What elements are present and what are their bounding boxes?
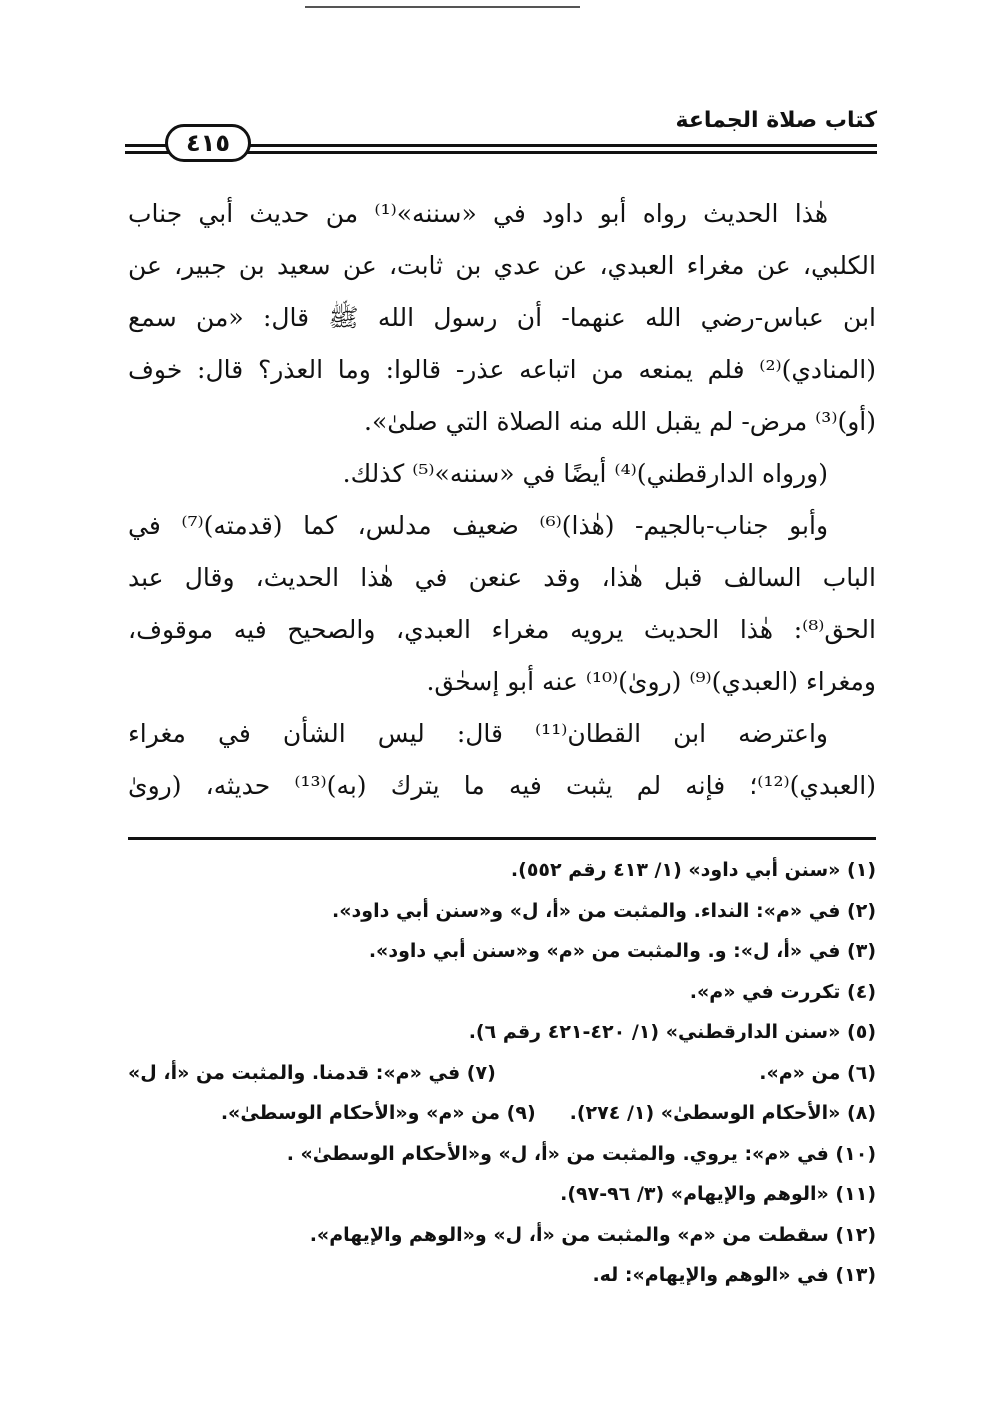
text-line: (العبدي)⁽¹²⁾؛ فإنه لم يثبت فيه ما يترك (به)⁽¹³⁾ حديثه، (روىٰ	[128, 771, 876, 800]
footnote-5: (٥) «سنن الدارقطني» (١/ ٤٢٠-٤٢١ رقم ٦).	[468, 1021, 876, 1043]
text-line: الباب السالف قبل هٰذا، وقد عنعن في هٰذا الحديث، وقال عبد	[128, 563, 876, 592]
footnote-3: (٣) في «أ، ل»: و. والمثبت من «م» و«سنن أبي داود».	[368, 940, 876, 962]
text-line: ومغراء (العبدي)⁽⁹⁾ (روىٰ)⁽¹⁰⁾ عنه أبو إسحٰق.	[426, 667, 876, 696]
footnotes	[128, 850, 876, 1296]
text-line: ابن عباس-رضي الله عنهما- أن رسول الله ﷺ قال: «من سمع	[128, 303, 876, 332]
page-header	[125, 108, 877, 164]
text-line: (ورواه الدارقطني)⁽⁴⁾ أيضًا في «سننه»⁽⁵⁾ كذلك.	[342, 459, 828, 488]
main-text	[128, 188, 876, 812]
footnote-13: (١٣) في «الوهم والإيهام»: له.	[592, 1264, 876, 1286]
footnote-9: (٩) من «م» و«الأحكام الوسطىٰ».	[220, 1102, 536, 1124]
text-line: هٰذا الحديث رواه أبو داود في «سننه»⁽¹⁾ من حديث أبي جناب	[128, 199, 828, 228]
footnote-4: (٤) تكررت في «م».	[689, 980, 876, 1003]
footnote-11: (١١) «الوهم والإيهام» (٣/ ٩٦-٩٧).	[560, 1183, 876, 1205]
footnote-separator	[128, 837, 876, 840]
text-line: الحق⁽⁸⁾: هٰذا الحديث يرويه مغراء العبدي، والصحيح فيه موقوف،	[128, 615, 876, 644]
footnote-2: (٢) في «م»: النداء. والمثبت من «أ، ل» و«سنن أبي داود».	[332, 899, 876, 922]
footnote-row-8-9	[128, 1093, 876, 1134]
footnote-12: (١٢) سقطت من «م» والمثبت من «أ، ل» و«الوهم والإيهام».	[309, 1223, 876, 1246]
text-line: واعترضه ابن القطان⁽¹¹⁾ قال: ليس الشأن في مغراء	[128, 719, 828, 748]
text-line: وأبو جناب-بالجيم- (هٰذا)⁽⁶⁾ ضعيف مدلس، كما (قدمته)⁽⁷⁾ في	[128, 511, 829, 540]
book-title: كتاب صلاة الجماعة	[675, 108, 877, 133]
text-line: (المنادي)⁽²⁾ فلم يمنعه من اتباعه عذر- قالوا: وما العذر؟ قال: خوف	[128, 355, 876, 384]
top-edge-rule	[305, 6, 580, 8]
page-number: ٤١٥	[165, 124, 251, 162]
footnote-6: (٦) من «م».	[759, 1061, 876, 1084]
footnote-7: (٧) في «م»: قدمنا. والمثبت من «أ، ل»	[128, 1061, 496, 1084]
footnote-row-6-7	[128, 1053, 876, 1094]
footnote-10: (١٠) في «م»: يروي. والمثبت من «أ، ل» و«الأحكام الوسطىٰ» .	[286, 1142, 876, 1165]
text-line: (أو)⁽³⁾ مرض- لم يقبل الله منه الصلاة التي صلىٰ».	[364, 407, 876, 436]
footnote-8: (٨) «الأحكام الوسطىٰ» (١/ ٢٧٤).	[569, 1102, 876, 1124]
footnote-1: (١) «سنن أبي داود» (١/ ٤١٣ رقم ٥٥٢).	[510, 859, 876, 881]
text-line: الكلبي، عن مغراء العبدي، عن عدي بن ثابت، عن سعيد بن جبير، عن	[128, 251, 876, 280]
